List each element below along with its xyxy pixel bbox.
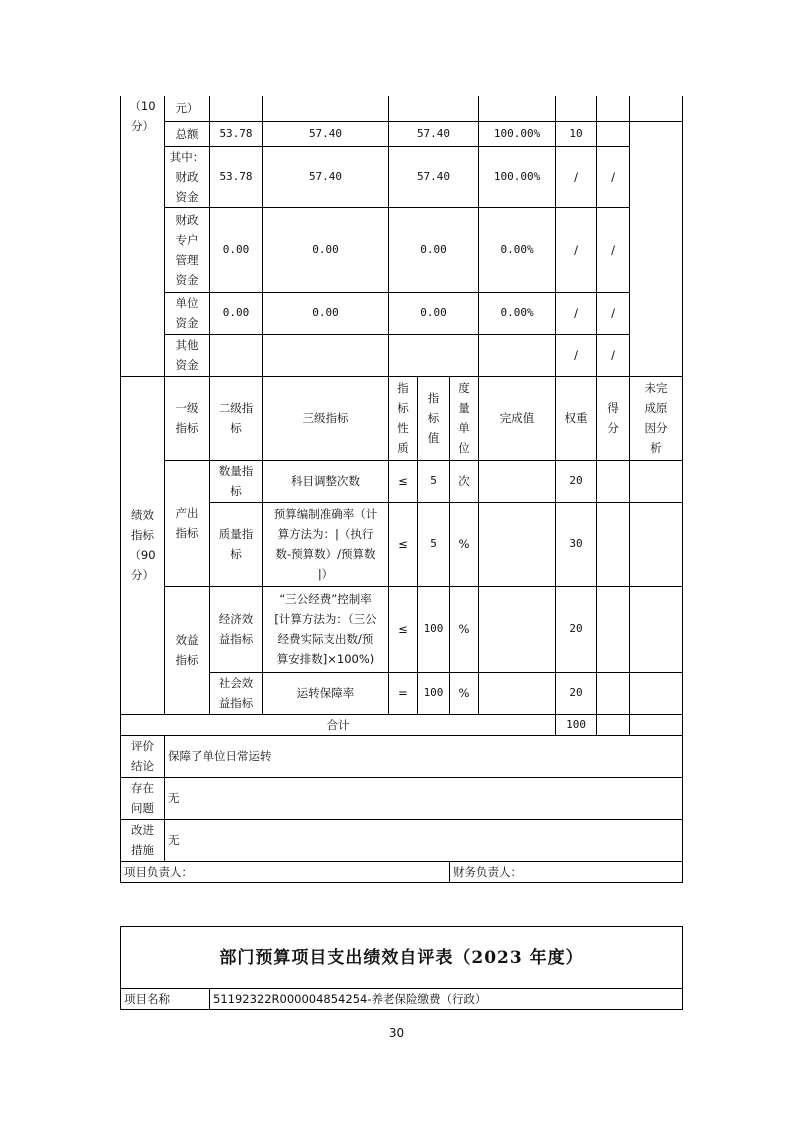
empty-cell [263, 96, 389, 121]
budget-section-label: （10 分） [121, 96, 165, 376]
unit-tail-cell: 元） [165, 96, 210, 121]
other-score: / [597, 334, 630, 376]
unit-executed: 0.00 [389, 292, 479, 334]
indicator-nature: ≤ [389, 586, 418, 672]
empty-cell [389, 96, 479, 121]
indicator-unit: % [450, 502, 479, 586]
measures-text: 无 [165, 819, 683, 861]
measures-label: 改进 措施 [121, 819, 165, 861]
evaluation-label: 评价 结论 [121, 735, 165, 777]
finance-lead-signature: 财务负责人： [450, 861, 683, 882]
special-annual-budget: 0.00 [210, 207, 263, 292]
unit-full-year: 0.00 [263, 292, 389, 334]
empty-cell [630, 96, 683, 121]
indicator-score [597, 502, 630, 586]
indicator-nature: ≤ [389, 460, 418, 502]
fiscal-executed: 57.40 [389, 146, 479, 207]
indicator-value: 5 [418, 460, 450, 502]
header-level1: 一级 指标 [165, 376, 210, 460]
performance-self-evaluation-table [120, 96, 683, 883]
fiscal-weight: / [556, 146, 597, 207]
indicator-score [597, 672, 630, 714]
indicator-weight: 30 [556, 502, 597, 586]
header-value: 指 标 值 [418, 376, 450, 460]
performance-indicators-label: 绩效 指标 （90 分） [121, 376, 165, 714]
special-full-year: 0.00 [263, 207, 389, 292]
indicator-unit: 次 [450, 460, 479, 502]
header-level3: 三级指标 [263, 376, 389, 460]
empty-cell [389, 334, 479, 376]
indicator-reason [630, 672, 683, 714]
empty-cell [479, 334, 556, 376]
benefit-indicator-label: 效益 指标 [165, 586, 210, 714]
output-indicator-label: 产出 指标 [165, 460, 210, 586]
indicator-reason [630, 460, 683, 502]
header-unit: 度 量 单 位 [450, 376, 479, 460]
project-name-label: 项目名称 [121, 989, 210, 1010]
indicator-weight: 20 [556, 672, 597, 714]
indicator-completed [479, 586, 556, 672]
project-name-value: 51192322R000004854254-养老保险缴费（行政） [210, 989, 683, 1010]
header-level2: 二级指 标 [210, 376, 263, 460]
indicator-completed [479, 460, 556, 502]
empty-cell [630, 714, 683, 735]
indicator-weight: 20 [556, 586, 597, 672]
header-completed: 完成值 [479, 376, 556, 460]
indicator-score [597, 586, 630, 672]
fiscal-annual-budget: 53.78 [210, 146, 263, 207]
form-title: 部门预算项目支出绩效自评表（2023 年度） [121, 927, 683, 989]
fiscal-label: 其中： 财政 资金 [165, 146, 210, 207]
problems-text: 无 [165, 777, 683, 819]
indicator-level3: 运转保障率 [263, 672, 389, 714]
unit-rate: 0.00% [479, 292, 556, 334]
fiscal-full-year: 57.40 [263, 146, 389, 207]
indicator-level3: “三公经费”控制率 [计算方法为：（三公 经费实际支出数/预 算安排数]×100%) [263, 586, 389, 672]
unit-funds-label: 单位 资金 [165, 292, 210, 334]
indicator-nature: = [389, 672, 418, 714]
total-row-label: 合计 [121, 714, 556, 735]
indicator-value: 5 [418, 502, 450, 586]
indicator-unit: % [450, 586, 479, 672]
fiscal-rate: 100.00% [479, 146, 556, 207]
indicator-completed [479, 672, 556, 714]
indicator-score [597, 460, 630, 502]
empty-cell [210, 334, 263, 376]
total-weight: 10 [556, 121, 597, 146]
project-lead-signature: 项目负责人： [121, 861, 450, 882]
empty-cell [210, 96, 263, 121]
empty-cell [556, 96, 597, 121]
total-annual-budget: 53.78 [210, 121, 263, 146]
fiscal-score: / [597, 146, 630, 207]
special-rate: 0.00% [479, 207, 556, 292]
indicator-weight: 20 [556, 460, 597, 502]
indicator-value: 100 [418, 586, 450, 672]
reason-blank [630, 121, 683, 376]
special-label: 财政 专户 管理 资金 [165, 207, 210, 292]
other-weight: / [556, 334, 597, 376]
total-row-weight: 100 [556, 714, 597, 735]
empty-cell [597, 96, 630, 121]
next-form-table [120, 926, 683, 1010]
total-label: 总额 [165, 121, 210, 146]
unit-weight: / [556, 292, 597, 334]
total-rate: 100.00% [479, 121, 556, 146]
total-score [597, 121, 630, 146]
empty-cell [597, 714, 630, 735]
unit-score: / [597, 292, 630, 334]
indicator-reason [630, 586, 683, 672]
indicator-reason [630, 502, 683, 586]
indicator-unit: % [450, 672, 479, 714]
special-score: / [597, 207, 630, 292]
problems-label: 存在 问题 [121, 777, 165, 819]
indicator-level2: 质量指 标 [210, 502, 263, 586]
indicator-nature: ≤ [389, 502, 418, 586]
page-number: 30 [388, 1026, 405, 1040]
indicator-level3: 科目调整次数 [263, 460, 389, 502]
special-weight: / [556, 207, 597, 292]
indicator-level2: 经济效 益指标 [210, 586, 263, 672]
header-score: 得 分 [597, 376, 630, 460]
indicator-completed [479, 502, 556, 586]
total-full-year: 57.40 [263, 121, 389, 146]
total-executed: 57.40 [389, 121, 479, 146]
indicator-level2: 社会效 益指标 [210, 672, 263, 714]
empty-cell [263, 334, 389, 376]
evaluation-text: 保障了单位日常运转 [165, 735, 683, 777]
header-weight: 权重 [556, 376, 597, 460]
other-funds-label: 其他 资金 [165, 334, 210, 376]
unit-annual-budget: 0.00 [210, 292, 263, 334]
header-reason: 未完 成原 因分 析 [630, 376, 683, 460]
indicator-level3: 预算编制准确率（计 算方法为：|（执行 数-预算数）/预算数 |） [263, 502, 389, 586]
indicator-level2: 数量指 标 [210, 460, 263, 502]
empty-cell [479, 96, 556, 121]
indicator-value: 100 [418, 672, 450, 714]
header-nature: 指 标 性 质 [389, 376, 418, 460]
special-executed: 0.00 [389, 207, 479, 292]
